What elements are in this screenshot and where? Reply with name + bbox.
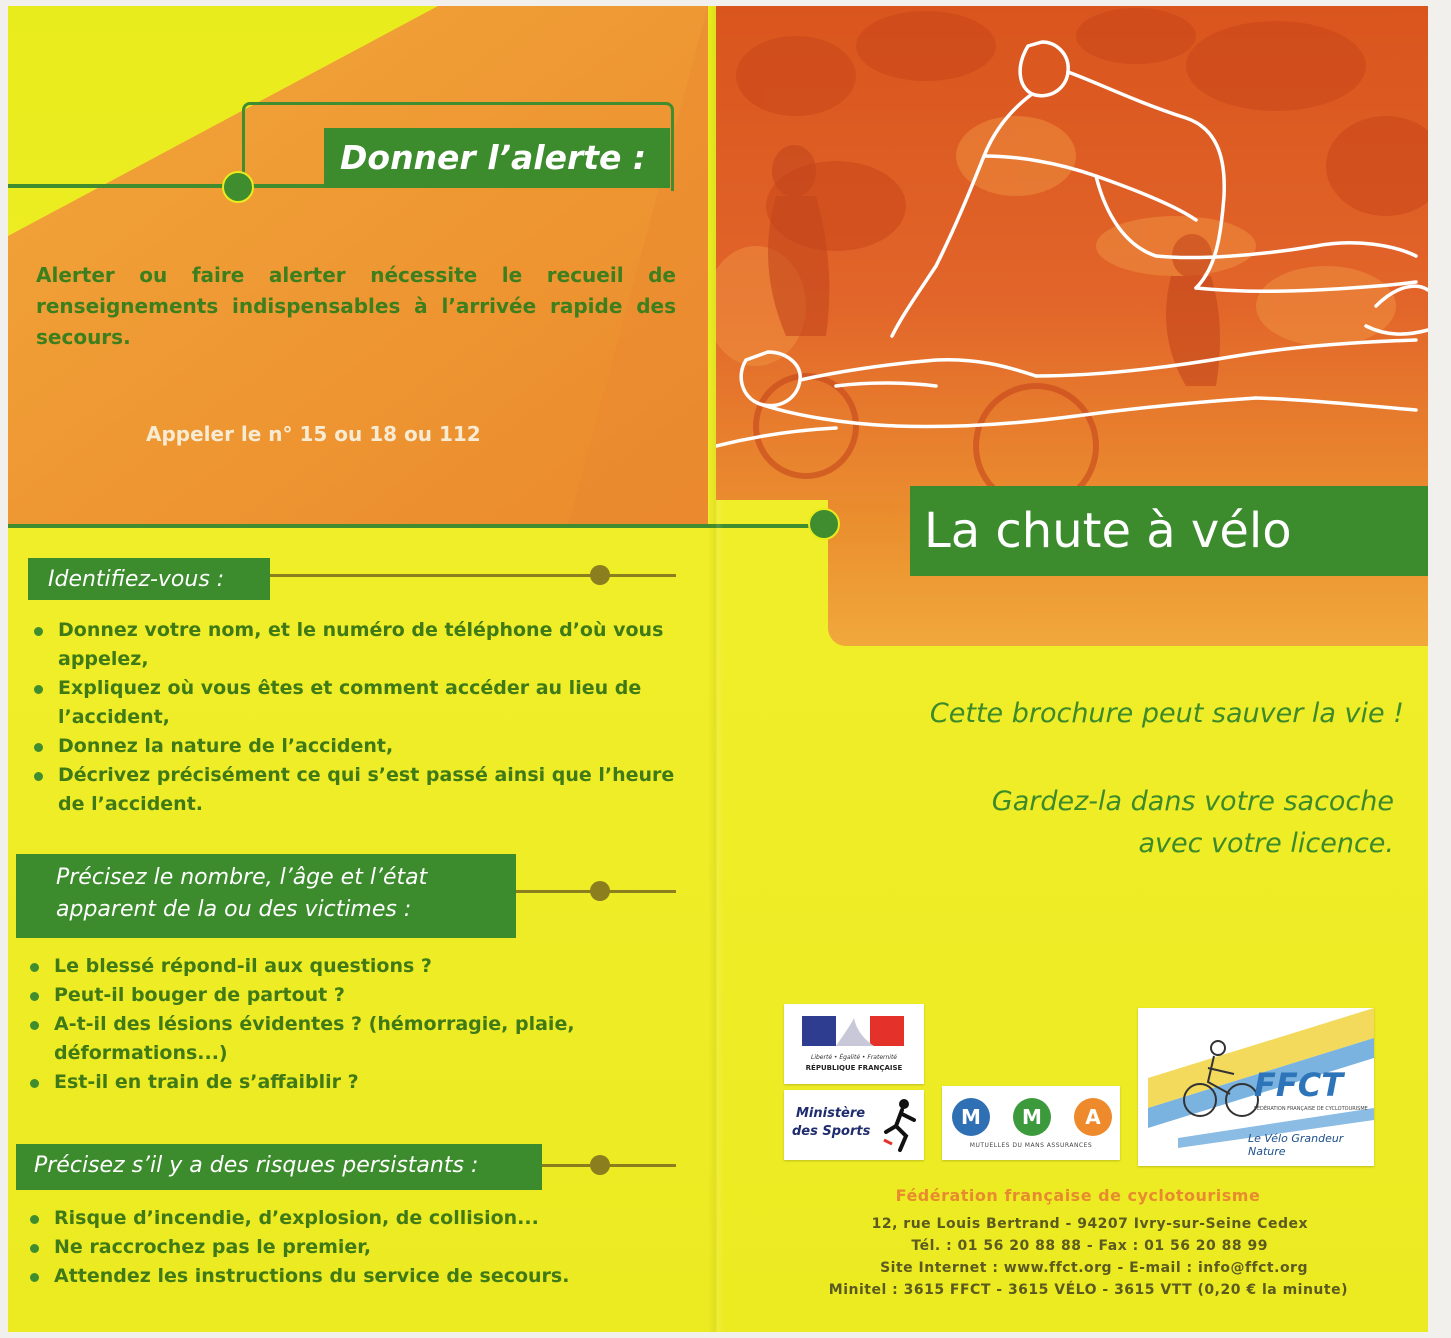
cyclist-fall-illustration xyxy=(716,6,1428,500)
victims-list xyxy=(26,952,676,1097)
slogan-keep-line2: avec votre licence. xyxy=(1138,828,1394,859)
republique-francaise-logo xyxy=(784,1004,924,1084)
federation-web: Site Internet : www.ffct.org - E-mail : info@ffct.org xyxy=(880,1260,1308,1276)
list-item: A-t-il des lésions évidentes ? (hémorragie, plaie, déformations...) xyxy=(26,1010,676,1068)
panel-divider-line xyxy=(8,524,818,528)
section-victims-title-line1: Précisez le nombre, l’âge et l’état xyxy=(56,865,428,890)
ministere-label-1: Ministère xyxy=(796,1106,866,1121)
list-item: Est-il en train de s’affaiblir ? xyxy=(26,1068,676,1097)
list-item: Risque d’incendie, d’explosion, de collision... xyxy=(26,1204,676,1233)
republique-motto: Liberté • Égalité • Fraternité xyxy=(810,1054,897,1061)
list-item: Attendez les instructions du service de secours. xyxy=(26,1262,676,1291)
runner-icon xyxy=(882,1096,920,1154)
federation-minitel: Minitel : 3615 FFCT - 3615 VÉLO - 3615 VTT (0,20 € la minute) xyxy=(828,1282,1348,1298)
ffct-tagline: Le Vélo Grandeur Nature xyxy=(1248,1132,1344,1158)
ffct-logo xyxy=(1138,1008,1374,1166)
mma-circle-a: A xyxy=(1074,1098,1112,1136)
list-item: Expliquez où vous êtes et comment accéder au lieu de l’accident, xyxy=(30,674,676,732)
ffct-subtitle: FÉDÉRATION FRANÇAISE DE CYCLOTOURISME xyxy=(1254,1106,1368,1112)
divider-dot xyxy=(222,171,254,203)
section-dot xyxy=(590,881,610,901)
list-item: Décrivez précisément ce qui s’est passé ainsi que l’heure de l’accident. xyxy=(30,761,676,819)
list-item: Donnez la nature de l’accident, xyxy=(30,732,676,761)
mma-circle-m1: M xyxy=(952,1098,990,1136)
title-dot xyxy=(808,508,840,540)
federation-address: 12, rue Louis Bertrand - 94207 Ivry-sur-Seine Cedex xyxy=(871,1216,1308,1232)
risks-list xyxy=(26,1204,676,1291)
alert-title: Donner l’alerte : xyxy=(324,128,670,188)
ministere-label-2: des Sports xyxy=(792,1124,871,1139)
alert-intro: Alerter ou faire alerter nécessite le recueil de renseignements indispensables à l’arrivée rapide des secours. xyxy=(36,263,676,349)
mma-logo xyxy=(942,1086,1120,1160)
slogan-save-life: Cette brochure peut sauver la vie ! xyxy=(929,698,1404,729)
section-identify-title: Identifiez-vous : xyxy=(28,558,270,600)
federation-phone: Tél. : 01 56 20 88 88 - Fax : 01 56 20 88 99 xyxy=(911,1238,1268,1254)
section-victims-title-line2: apparent de la ou des victimes : xyxy=(56,897,412,922)
mma-tagline: MUTUELLES DU MANS ASSURANCES xyxy=(969,1142,1093,1149)
federation-name: Fédération française de cyclotourisme xyxy=(895,1186,1261,1205)
marianne-flag-icon xyxy=(784,1004,924,1084)
section-victims-title xyxy=(16,854,516,938)
section-risks-title: Précisez s’il y a des risques persistants : xyxy=(16,1144,542,1190)
alert-phone: Appeler le n° 15 ou 18 ou 112 xyxy=(146,422,481,446)
brochure-sheet xyxy=(8,6,1428,1332)
mma-circle-m2: M xyxy=(1013,1098,1051,1136)
section-dot xyxy=(590,565,610,585)
republique-name: RÉPUBLIQUE FRANÇAISE xyxy=(805,1064,903,1072)
section-line xyxy=(270,574,676,577)
slogan-keep-line1: Gardez-la dans votre sacoche xyxy=(991,786,1394,817)
identify-list xyxy=(30,616,676,819)
divider-line xyxy=(8,184,324,188)
list-item: Ne raccrochez pas le premier, xyxy=(26,1233,676,1262)
main-title: La chute à vélo xyxy=(910,486,1428,576)
list-item: Donnez votre nom, et le numéro de téléphone d’où vous appelez, xyxy=(30,616,676,674)
ministere-sports-logo xyxy=(784,1090,924,1160)
list-item: Peut-il bouger de partout ? xyxy=(26,981,676,1010)
list-item: Le blessé répond-il aux questions ? xyxy=(26,952,676,981)
ffct-name: FFCT xyxy=(1254,1066,1344,1104)
section-dot xyxy=(590,1155,610,1175)
